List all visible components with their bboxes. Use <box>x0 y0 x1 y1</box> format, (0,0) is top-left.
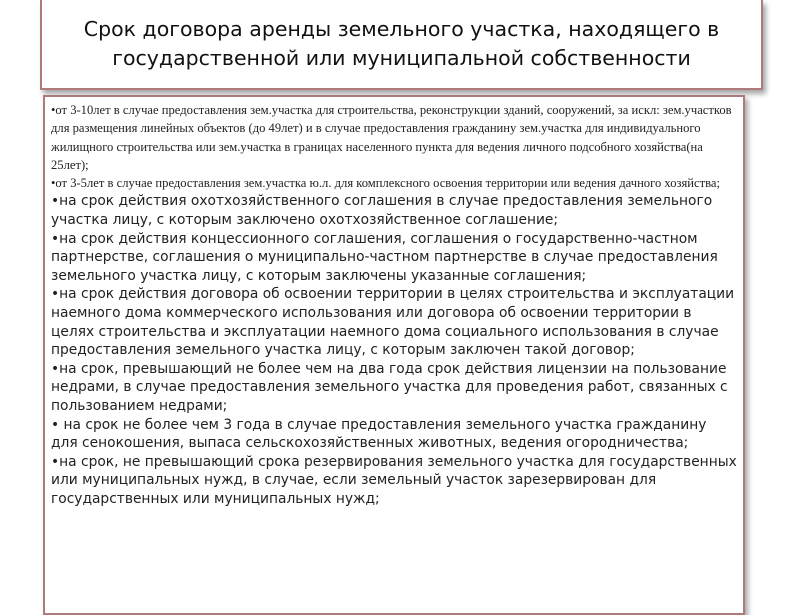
list-item-1: •от 3-10лет в случае предоставления зем.участка для строительства, реконструкции зданий, сооружений, за искл: зем.участков для размещения линейных объектов (до 49лет) и в случае предоставления гражданину зем.участка для индивидуального жилищного строительства или зем.участка в границах населенного пункта для ведения личного подсобного хозяйства(на 25лет); <box>51 103 732 172</box>
content-box <box>43 95 745 615</box>
list-item-7: • на срок не более чем 3 года в случае предоставления земельного участка гражданину для сенокошения, выпаса сельскохозяйственных животных, ведения огородничества; <box>51 416 707 452</box>
slide-title: Срок договора аренды земельного участка, находящего в государственной или муниципальной собственности <box>83 17 720 70</box>
list-item-5: •на срок действия договора об освоении территории в целях строительства и эксплуатации наемного дома коммерческого использования или договора об освоении территории в целях строительства и эксплуатации наемного дома социального использования в случае предоставления земельного участка лицу, с которым заключен такой договор; <box>51 286 735 359</box>
list-item-3: •на срок действия охотхозяйственного соглашения в случае предоставления земельного участка лицу, с которым заключено охотхозяйственное соглашение; <box>51 193 713 229</box>
list-item-4: •на срок действия концессионного соглашения, соглашения о государственно-частном партнерстве, соглашения о муниципально-частном партнерстве в случае предоставления земельного участка лицу, с которым заключены указанные соглашения; <box>51 230 718 284</box>
list-item-8: •на срок, не превышающий срока резервирования земельного участка для государственных или муниципальных нужд, в случае, если земельный участок зарезервирован для государственных или муниципальных нужд; <box>51 453 737 507</box>
list-item-2: •от 3-5лет в случае предоставления зем.участка ю.л. для комплексного освоения территории или ведения дачного хозяйства; <box>51 176 720 191</box>
list-item-6: •на срок, превышающий не более чем на два года срок действия лицензии на пользование недрами, в случае предоставления земельного участка для проведения работ, связанных с пользованием недрами; <box>51 360 728 415</box>
title-box <box>40 0 763 90</box>
